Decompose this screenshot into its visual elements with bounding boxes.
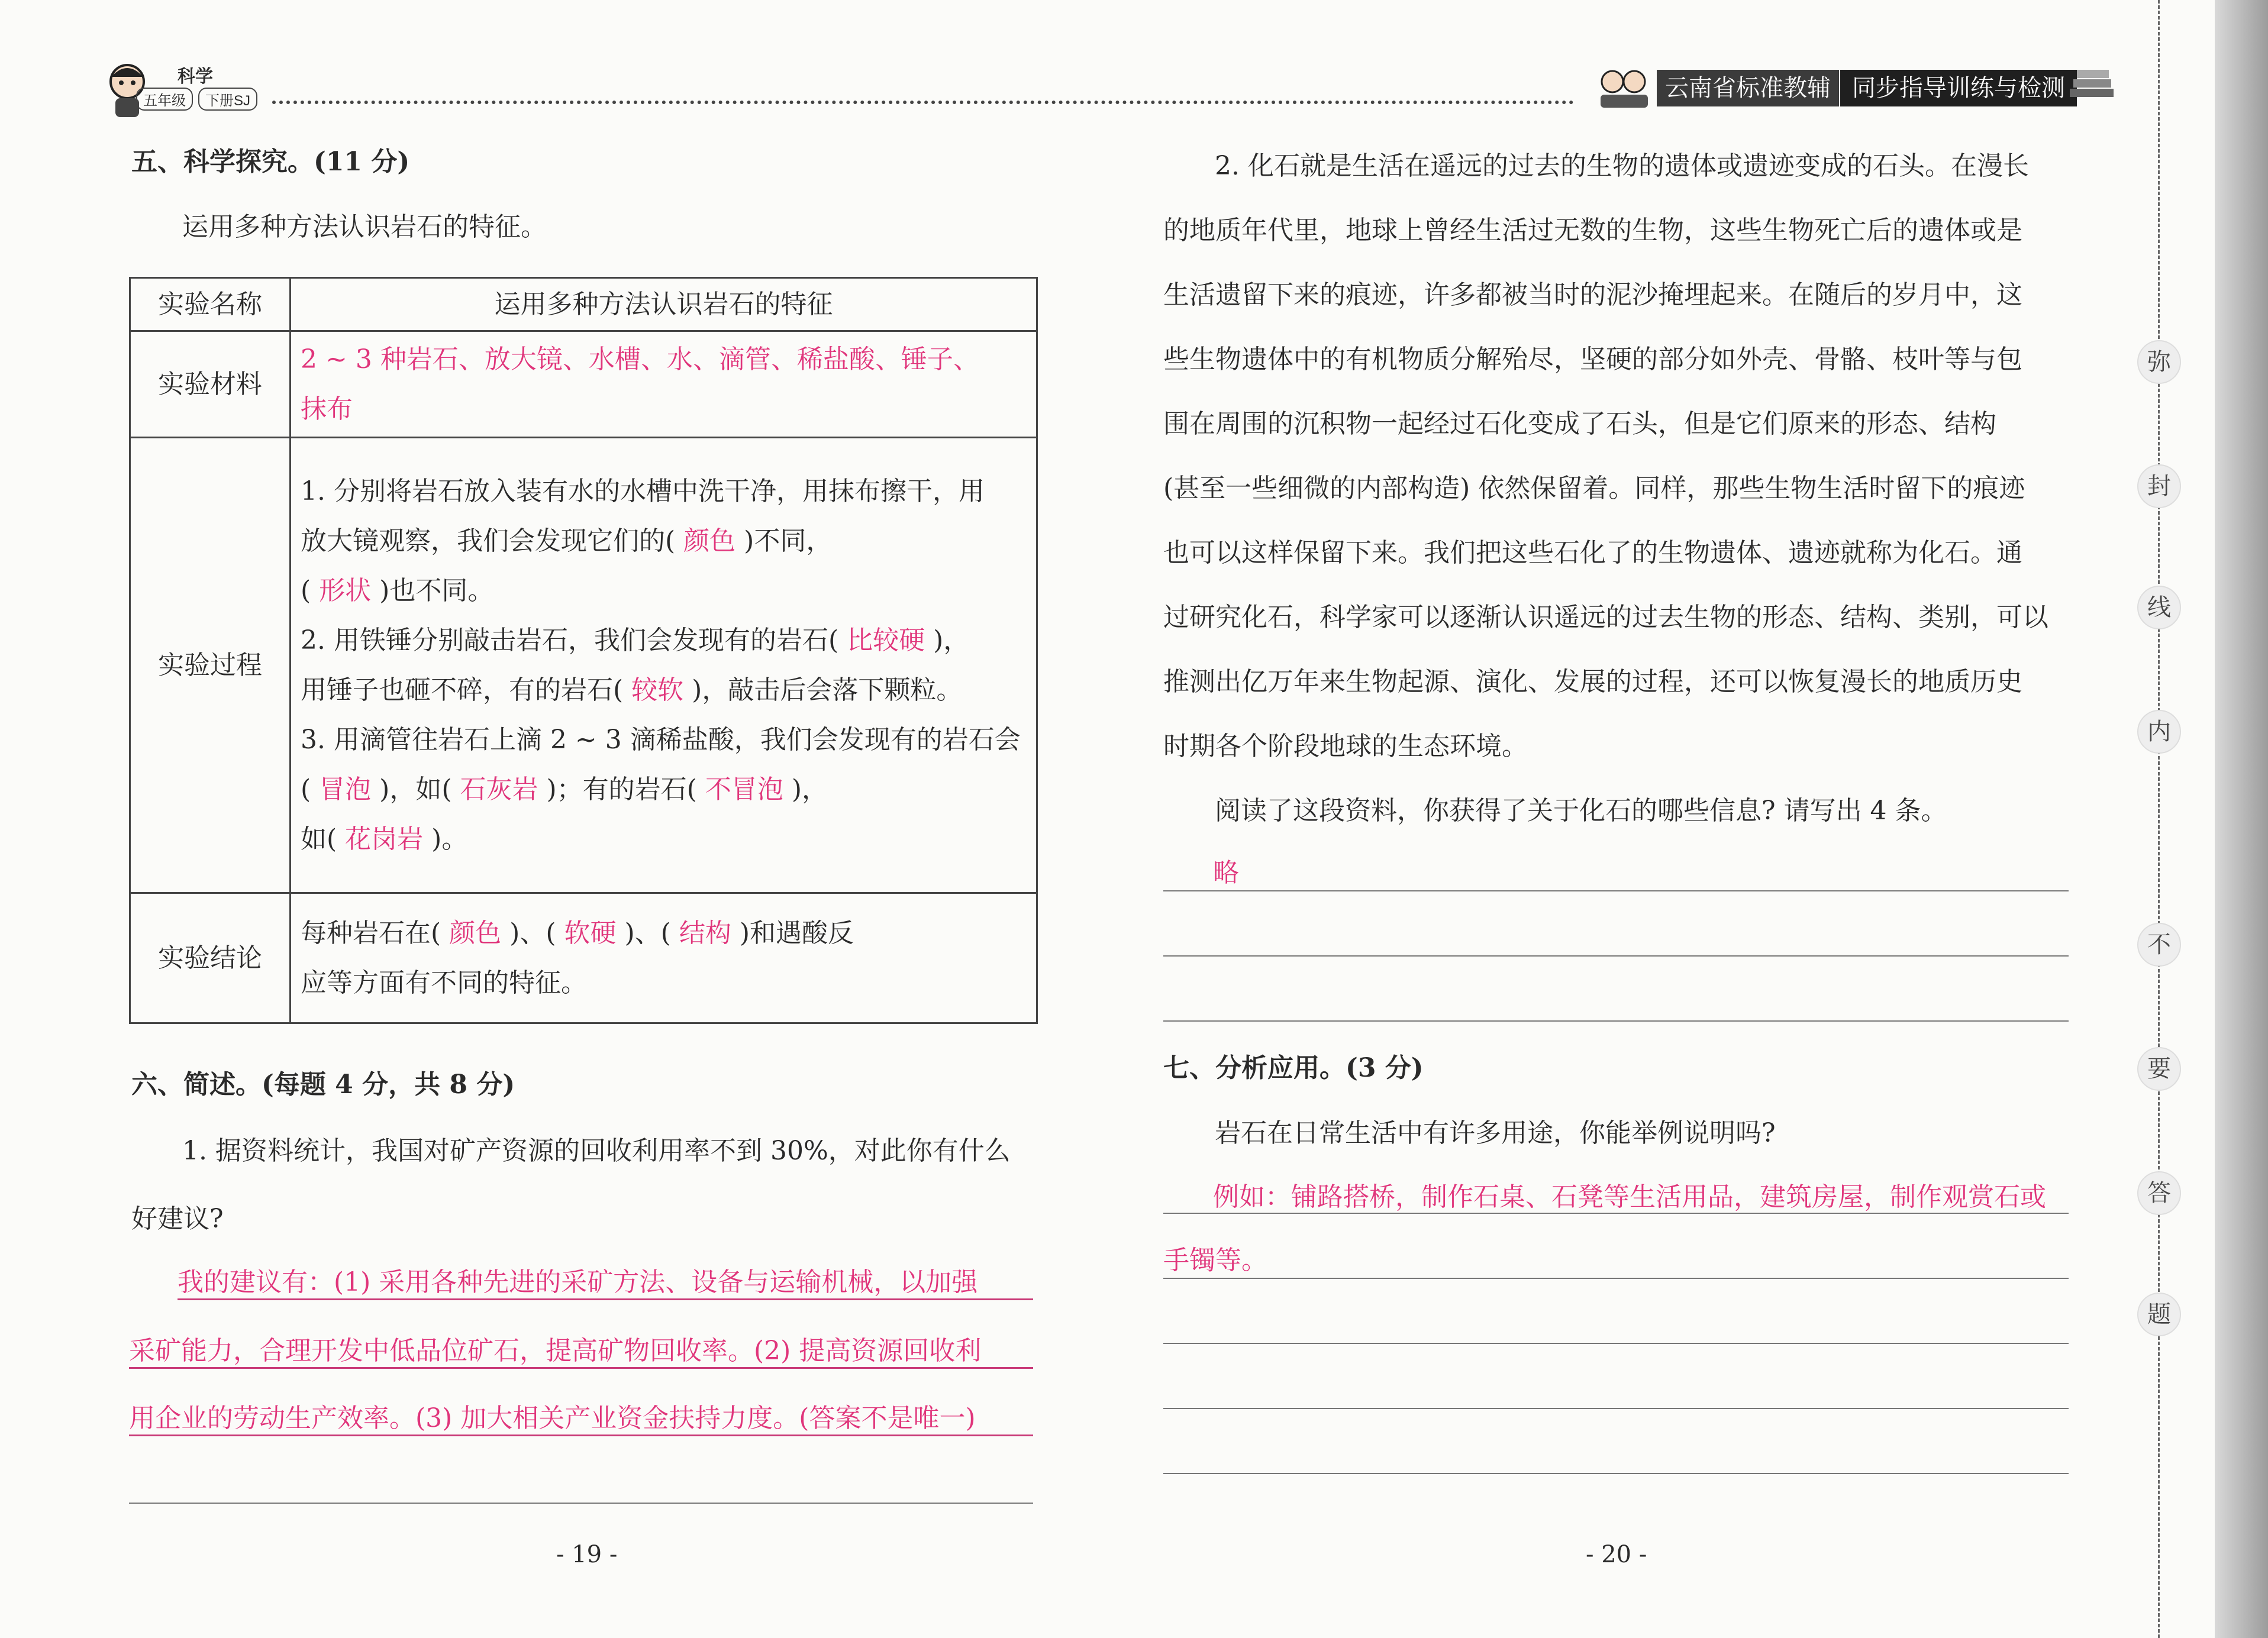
answer-line xyxy=(1163,890,2069,891)
table-label-name: 实验名称 xyxy=(130,278,291,331)
passage-line: 过研究化石，科学家可以逐渐认识遥远的过去生物的形态、结构、类别，可以 xyxy=(1163,602,2048,632)
process-line: 3. 用滴管往岩石上滴 2 ~ 3 滴稀盐酸，我们会发现有的岩石会 xyxy=(301,724,1021,755)
passage-line: 时期各个阶段地球的生态环境。 xyxy=(1163,731,1528,761)
materials-line-2: 抹布 xyxy=(301,393,353,424)
passage-line: 的地质年代里，地球上曾经生活过无数的生物，这些生物死亡后的遗体或是 xyxy=(1163,215,2022,245)
answer-text: 冒泡 xyxy=(319,774,372,805)
process-line: 1. 分别将岩石放入装有水的水槽中洗干净，用抹布擦干，用 xyxy=(301,476,985,506)
table-label-materials: 实验材料 xyxy=(130,331,291,438)
header-series: 云南省标准教辅 xyxy=(1657,70,1839,106)
answer-text: 不冒泡 xyxy=(705,774,783,805)
answer-text: 结构 xyxy=(679,917,731,948)
answer-line xyxy=(129,1503,1033,1504)
answer-1-line-2: 采矿能力，合理开发中低品位矿石，提高矿物回收率。(2) 提高资源回收利 xyxy=(129,1336,1033,1369)
page-number-left: - 19 - xyxy=(556,1541,618,1568)
passage-line: 生活遗留下来的痕迹，许多都被当时的泥沙掩埋起来。在随后的岁月中，这 xyxy=(1163,280,2022,310)
answer-line xyxy=(1163,1278,2069,1279)
section-5-intro: 运用多种方法认识岩石的特征。 xyxy=(182,212,547,242)
question-2-answer: 略 xyxy=(1213,858,1239,888)
answer-1-line-1: 我的建议有：(1) 采用各种先进的采矿方法、设备与运输机械，以加强 xyxy=(178,1267,1033,1300)
section-5-title: 五、科学探究。(11 分) xyxy=(131,147,410,177)
process-line: ( 冒泡 )，如( 石灰岩 )；有的岩石( 不冒泡 )， xyxy=(301,774,828,805)
section-7-title: 七、分析应用。(3 分) xyxy=(1163,1053,1424,1083)
answer-text: 颜色 xyxy=(683,525,736,556)
seal-char: 内 xyxy=(2137,710,2181,754)
answer-7-line-2: 手镯等。 xyxy=(1163,1245,1267,1275)
page-edge-shadow xyxy=(2215,0,2268,1638)
table-value-process xyxy=(291,438,1037,893)
section-6-title: 六、简述。(每题 4 分，共 8 分) xyxy=(131,1070,515,1100)
experiment-table xyxy=(129,277,1038,1024)
header-dotted-rule xyxy=(272,101,1574,104)
header-grade: 五年级 xyxy=(136,88,193,111)
answer-7-line-1: 例如：铺路搭桥，制作石桌、石凳等生活用品，建筑房屋，制作观赏石或 xyxy=(1213,1182,2046,1212)
passage-line: 围在周围的沉积物一起经过石化变成了石头，但是它们原来的形态、结构 xyxy=(1163,409,1996,439)
process-line: 用锤子也砸不碎，有的岩石( 较软 )，敲击后会落下颗粒。 xyxy=(301,674,963,705)
answer-line xyxy=(1163,1473,2069,1474)
passage-line: 些生物遗体中的有机物质分解殆尽，坚硬的部分如外壳、骨骼、枝叶等与包 xyxy=(1163,344,2022,374)
question-1-line-2: 好建议? xyxy=(131,1204,224,1234)
seal-char: 题 xyxy=(2137,1293,2181,1336)
table-value-name: 运用多种方法认识岩石的特征 xyxy=(291,278,1037,331)
header-subject: 科学 xyxy=(178,67,213,86)
seal-char: 线 xyxy=(2137,586,2181,629)
books-icon xyxy=(2065,59,2118,112)
seal-char: 不 xyxy=(2137,923,2181,967)
question-2-prompt: 阅读了这段资料，你获得了关于化石的哪些信息? 请写出 4 条。 xyxy=(1215,796,1947,826)
answer-text: 较软 xyxy=(631,674,684,705)
header-title: 同步指导训练与检测 xyxy=(1840,70,2077,106)
question-1-line-1: 1. 据资料统计，我国对矿产资源的回收利用率不到 30%，对此你有什么 xyxy=(182,1136,1011,1166)
table-label-conclusion: 实验结论 xyxy=(130,893,291,1023)
seal-dashed-line xyxy=(2158,0,2160,1638)
answer-text: 颜色 xyxy=(449,917,502,948)
table-value-materials xyxy=(291,331,1037,438)
seal-char: 要 xyxy=(2137,1047,2181,1091)
answer-text: 比较硬 xyxy=(847,625,925,655)
seal-char: 答 xyxy=(2137,1171,2181,1215)
question-7-prompt: 岩石在日常生活中有许多用途，你能举例说明吗? xyxy=(1215,1118,1776,1148)
answer-text: 形状 xyxy=(319,575,372,606)
header-volume: 下册SJ xyxy=(198,88,257,111)
passage-line: 2. 化石就是生活在遥远的过去的生物的遗体或遗迹变成的石头。在漫长 xyxy=(1215,151,2029,181)
page-number-right: - 20 - xyxy=(1586,1541,1647,1568)
passage-line: (甚至一些细微的内部构造) 依然保留着。同样，那些生物生活时留下的痕迹 xyxy=(1163,473,2025,503)
process-line: 放大镜观察，我们会发现它们的( 颜色 )不同， xyxy=(301,525,833,556)
answer-text: 石灰岩 xyxy=(460,774,538,805)
seal-char: 弥 xyxy=(2137,340,2181,384)
seal-char: 封 xyxy=(2137,464,2181,508)
table-value-conclusion: 每种岩石在( 颜色 )、( 软硬 )、( 结构 )和遇酸反 应等方面有不同的特征。 xyxy=(291,893,1037,1023)
passage-line: 也可以这样保留下来。我们把这些石化了的生物遗体、遗迹就称为化石。通 xyxy=(1163,538,2022,568)
answer-text: 花岗岩 xyxy=(345,823,424,854)
answer-line xyxy=(1163,955,2069,957)
answer-1-line-3: 用企业的劳动生产效率。(3) 加大相关产业资金扶持力度。(答案不是唯一) xyxy=(129,1403,1033,1436)
answer-line xyxy=(1163,1213,2069,1214)
process-line: 如( 花岗岩 )。 xyxy=(301,823,468,854)
table-label-process: 实验过程 xyxy=(130,438,291,893)
process-line: ( 形状 )也不同。 xyxy=(301,575,494,606)
answer-line xyxy=(1163,1343,2069,1344)
answer-line xyxy=(1163,1020,2069,1022)
materials-line-1: 2 ~ 3 种岩石、放大镜、水槽、水、滴管、稀盐酸、锤子、 xyxy=(301,344,979,374)
kids-logo xyxy=(1598,64,1651,111)
passage-line: 推测出亿万年来生物起源、演化、发展的过程，还可以恢复漫长的地质历史 xyxy=(1163,667,2022,697)
answer-text: 软硬 xyxy=(564,917,617,948)
answer-line xyxy=(1163,1408,2069,1409)
process-line: 2. 用铁锤分别敲击岩石，我们会发现有的岩石( 比较硬 )， xyxy=(301,625,970,655)
